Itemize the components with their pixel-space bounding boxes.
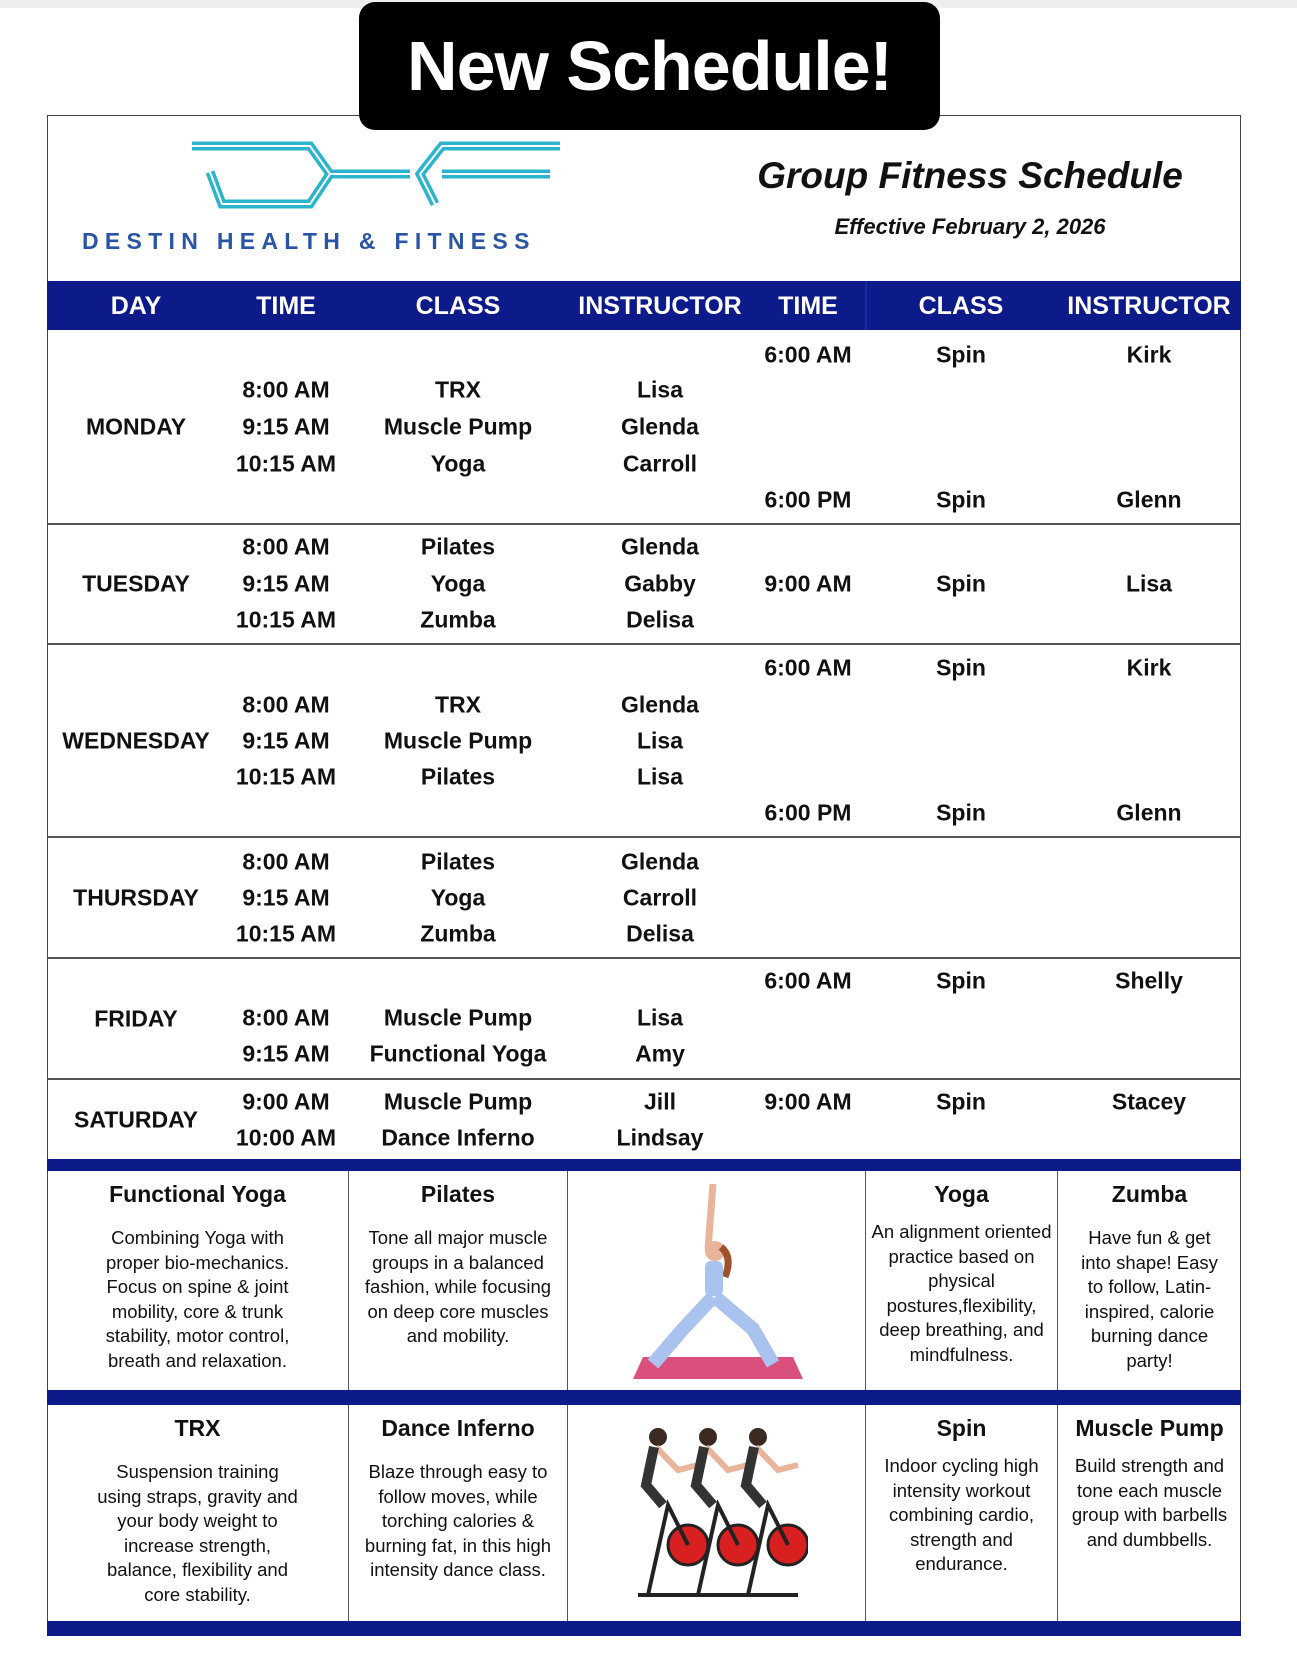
- header-divider: [865, 281, 867, 330]
- desc-title: Muscle Pump: [1075, 1415, 1224, 1441]
- class-desc-yoga: [866, 1171, 1058, 1390]
- class-instructor: Lindsay: [616, 1124, 704, 1151]
- class-time: 10:00 AM: [235, 1124, 337, 1151]
- desc-text: Combining Yoga with proper bio-mechanics. Focus on spine & joint mobility, core & trunk stability, motor control, breath and relaxation.: [105, 1227, 290, 1371]
- class-time: 8:00 AM: [242, 376, 330, 403]
- class-desc-dance-inferno: [349, 1405, 568, 1621]
- class-class: Functional Yoga: [369, 1040, 547, 1067]
- class-instructor: Delisa: [626, 606, 694, 633]
- class-instructor: Lisa: [636, 727, 684, 754]
- desc-text: Tone all major muscle groups in a balanced fashion, while focusing on deep core muscles and mobility.: [364, 1227, 552, 1346]
- class-class: Pilates: [420, 763, 496, 790]
- class-class: TRX: [435, 376, 481, 403]
- desc-title: Dance Inferno: [381, 1415, 535, 1441]
- class-class: Yoga: [430, 570, 486, 597]
- dhf-logo-icon: [190, 140, 570, 212]
- class-class: Spin: [936, 341, 986, 368]
- page-title: Group Fitness Schedule: [757, 155, 1183, 196]
- class-instructor: Lisa: [1125, 570, 1173, 597]
- class-time: 10:15 AM: [235, 606, 337, 633]
- class-class: Zumba: [420, 606, 496, 633]
- class-instructor: Glenn: [1116, 486, 1182, 513]
- class-instructor: Glenda: [621, 413, 699, 440]
- day-label: TUESDAY: [82, 570, 190, 597]
- class-time: 8:00 AM: [242, 1004, 330, 1031]
- header-time-2: TIME: [778, 292, 838, 320]
- table-header: [47, 281, 1241, 330]
- class-time: 9:00 AM: [764, 1088, 852, 1115]
- class-time: 9:15 AM: [242, 413, 330, 440]
- class-class: Spin: [936, 486, 986, 513]
- day-label: THURSDAY: [73, 884, 199, 910]
- class-time: 10:15 AM: [235, 450, 337, 477]
- new-schedule-banner: New Schedule!: [359, 2, 940, 130]
- class-time: 8:00 AM: [242, 533, 330, 560]
- desc-title: Pilates: [420, 1181, 496, 1207]
- class-desc-muscle-pump: [1058, 1405, 1241, 1621]
- spin-bikes-illustration-icon: [608, 1425, 808, 1600]
- class-class: Dance Inferno: [381, 1124, 535, 1151]
- class-desc-functional-yoga: [47, 1171, 349, 1390]
- day-label: WEDNESDAY: [62, 727, 210, 753]
- class-class: Pilates: [420, 848, 496, 875]
- class-time: 9:00 AM: [764, 570, 852, 597]
- desc-text: Indoor cycling high intensity workout combining cardio, strength and endurance.: [884, 1455, 1039, 1574]
- class-class: Spin: [936, 570, 986, 597]
- class-time: 8:00 AM: [242, 691, 330, 718]
- desc-text: Have fun & get into shape! Easy to follow, Latin-inspired, calorie burning dance party!: [1081, 1227, 1218, 1371]
- effective-date: Effective February 2, 2026: [834, 214, 1106, 239]
- desc-text: Suspension training using straps, gravity and your body weight to increase strength, balance, flexibility and core stability.: [97, 1461, 298, 1605]
- schedule-row-tuesday: [47, 525, 1241, 645]
- desc-title: Zumba: [1111, 1181, 1188, 1207]
- class-time: 6:00 PM: [764, 799, 852, 826]
- divider-band: [47, 1159, 1241, 1171]
- class-class: Muscle Pump: [383, 1088, 533, 1115]
- spin-image-cell: [568, 1405, 866, 1621]
- schedule-row-thursday: [47, 838, 1241, 959]
- class-class: Spin: [936, 654, 986, 681]
- class-time: 6:00 AM: [764, 341, 852, 368]
- class-instructor: Kirk: [1126, 341, 1172, 368]
- class-instructor: Glenn: [1116, 799, 1182, 826]
- desc-text: Blaze through easy to follow moves, while torching calories & burning fat, in this high intensity dance class.: [364, 1461, 552, 1580]
- desc-title: Functional Yoga: [109, 1181, 286, 1207]
- class-class: Yoga: [430, 450, 486, 477]
- day-label: SATURDAY: [74, 1106, 198, 1132]
- schedule-row-monday: [47, 330, 1241, 525]
- day-label: FRIDAY: [94, 1005, 178, 1031]
- class-time: 10:15 AM: [235, 763, 337, 790]
- class-time: 10:15 AM: [235, 920, 337, 947]
- schedule-row-friday: [47, 959, 1241, 1080]
- class-instructor: Shelly: [1115, 967, 1183, 994]
- class-class: Muscle Pump: [383, 413, 533, 440]
- desc-title: Spin: [936, 1415, 987, 1441]
- desc-text: Build strength and tone each muscle group with barbells and dumbbells.: [1071, 1455, 1228, 1550]
- class-instructor: Kirk: [1126, 654, 1172, 681]
- class-time: 9:15 AM: [242, 727, 330, 754]
- class-instructor: Lisa: [636, 763, 684, 790]
- class-instructor: Amy: [635, 1040, 685, 1067]
- class-time: 6:00 PM: [764, 486, 852, 513]
- class-instructor: Jill: [644, 1088, 676, 1115]
- class-desc-pilates: [349, 1171, 568, 1390]
- divider-band: [47, 1621, 1241, 1636]
- class-instructor: Glenda: [621, 848, 699, 875]
- class-instructor: Gabby: [624, 570, 696, 597]
- class-time: 9:15 AM: [242, 884, 330, 911]
- class-class: Spin: [936, 967, 986, 994]
- class-instructor: Delisa: [626, 920, 694, 947]
- schedule-row-saturday: [47, 1080, 1241, 1159]
- desc-text: An alignment oriented practice based on physical postures,flexibility, deep breathing, and mindfulness.: [871, 1221, 1052, 1365]
- class-time: 6:00 AM: [764, 654, 852, 681]
- schedule-row-wednesday: [47, 645, 1241, 838]
- header-instructor: INSTRUCTOR: [578, 292, 742, 320]
- class-instructor: Lisa: [636, 376, 684, 403]
- class-class: Muscle Pump: [383, 727, 533, 754]
- brand-name: DESTIN HEALTH & FITNESS: [82, 228, 536, 254]
- class-desc-spin: [866, 1405, 1058, 1621]
- desc-title: TRX: [174, 1415, 221, 1441]
- class-instructor: Glenda: [621, 533, 699, 560]
- class-time: 6:00 AM: [764, 967, 852, 994]
- class-class: Spin: [936, 1088, 986, 1115]
- header-instructor-2: INSTRUCTOR: [1067, 292, 1231, 320]
- yoga-pose-illustration-icon: [623, 1179, 813, 1384]
- header-day: DAY: [110, 292, 162, 320]
- class-desc-trx: [47, 1405, 349, 1621]
- class-class: Spin: [936, 799, 986, 826]
- class-time: 9:15 AM: [242, 1040, 330, 1067]
- class-time: 8:00 AM: [242, 848, 330, 875]
- class-class: Zumba: [420, 920, 496, 947]
- header-class: CLASS: [415, 292, 501, 320]
- class-instructor: Carroll: [622, 450, 698, 477]
- class-instructor: Glenda: [621, 691, 699, 718]
- day-label: MONDAY: [85, 413, 187, 439]
- divider-band: [47, 1390, 1241, 1405]
- yoga-image-cell: [568, 1171, 866, 1390]
- header-time: TIME: [256, 292, 316, 320]
- class-instructor: Stacey: [1111, 1088, 1187, 1115]
- class-instructor: Lisa: [636, 1004, 684, 1031]
- header-class-2: CLASS: [918, 292, 1004, 320]
- class-instructor: Carroll: [622, 884, 698, 911]
- class-class: Pilates: [420, 533, 496, 560]
- class-time: 9:00 AM: [242, 1088, 330, 1115]
- class-class: Muscle Pump: [383, 1004, 533, 1031]
- desc-title: Yoga: [934, 1181, 989, 1207]
- class-class: TRX: [435, 691, 481, 718]
- class-desc-zumba: [1058, 1171, 1241, 1390]
- class-time: 9:15 AM: [242, 570, 330, 597]
- class-class: Yoga: [430, 884, 486, 911]
